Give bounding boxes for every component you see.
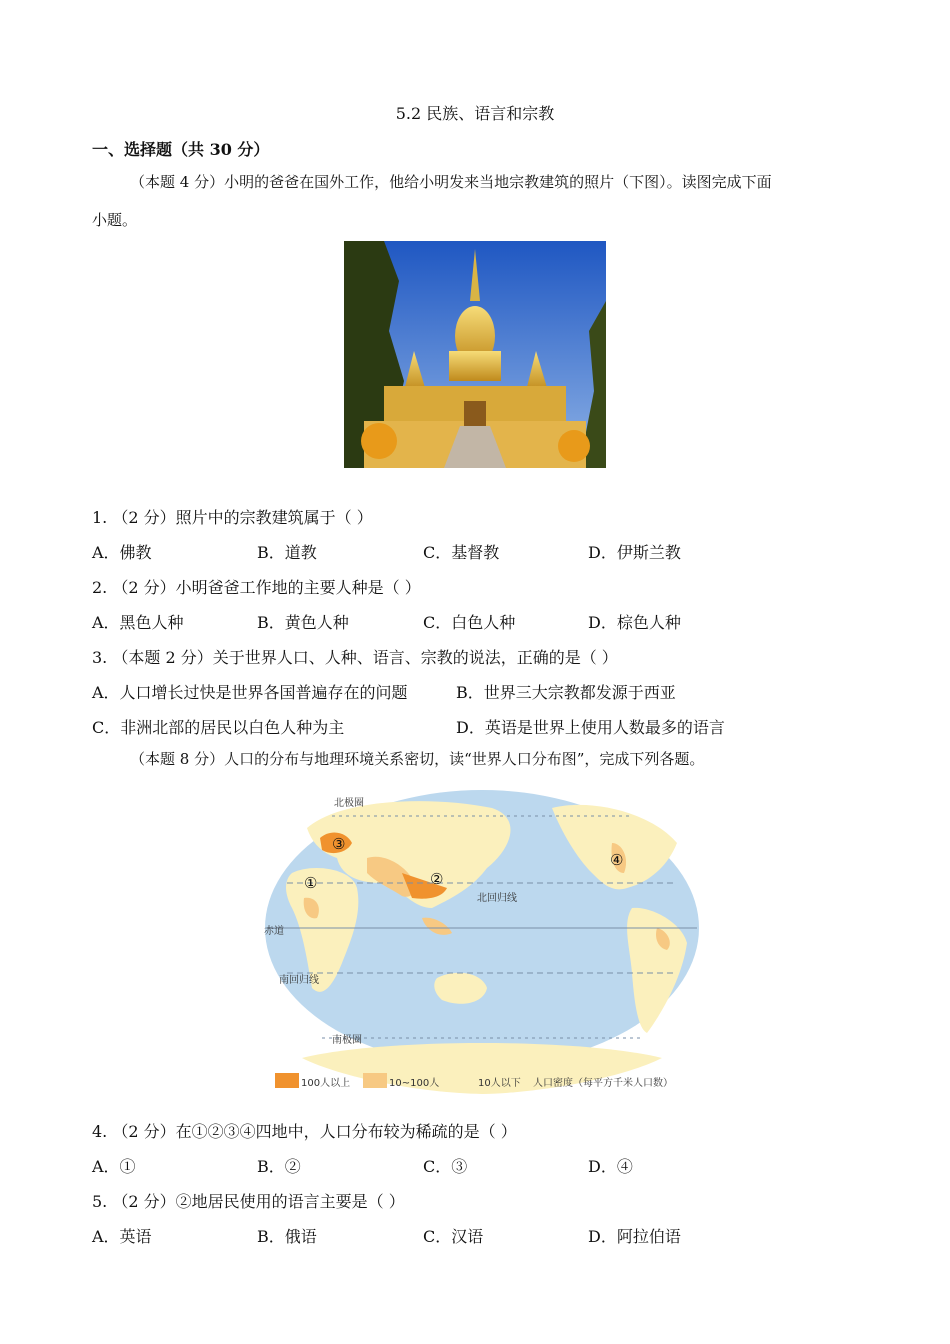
q3-option-d[interactable]: D．英语是世界上使用人数最多的语言 [456, 718, 725, 737]
intro-paragraph-2: （本题 8 分）人口的分布与地理环境关系密切，读“世界人口分布图”，完成下列各题。 [130, 750, 705, 768]
q4-option-d[interactable]: D．④ [588, 1157, 633, 1176]
q5-option-a[interactable]: A．英语 [92, 1227, 152, 1246]
legend-swatch-high [275, 1073, 299, 1088]
legend-title: 人口密度（每平方千米人口数） [533, 1078, 673, 1089]
q5-option-b[interactable]: B．俄语 [257, 1227, 317, 1246]
q1-option-c[interactable]: C．基督教 [423, 543, 500, 562]
temple-photo [344, 241, 606, 468]
legend-label-mid: 10~100人 [389, 1078, 440, 1089]
question-1-stem: 1. （2 分）照片中的宗教建筑属于（ ） [92, 508, 373, 527]
marker-1: ① [304, 874, 318, 892]
label-north-pole: 北极圈 [334, 798, 364, 809]
legend-swatch-low [450, 1073, 474, 1088]
intro-line-2: 小题。 [92, 211, 138, 229]
q4-option-a[interactable]: A．① [92, 1157, 136, 1176]
intro-paragraph-1 [92, 163, 852, 201]
q2-option-b[interactable]: B．黄色人种 [257, 613, 349, 632]
question-3-stem: 3. （本题 2 分）关于世界人口、人种、语言、宗教的说法，正确的是（ ） [92, 648, 618, 667]
map-legend [275, 1073, 715, 1091]
section-heading: 一、选择题（共 30 分） [92, 140, 270, 159]
q1-option-a[interactable]: A．佛教 [92, 543, 152, 562]
marker-4: ④ [610, 851, 624, 869]
q2-option-a[interactable]: A．黑色人种 [92, 613, 184, 632]
q2-option-d[interactable]: D．棕色人种 [588, 613, 681, 632]
label-equator: 赤道 [264, 926, 284, 937]
legend-label-high: 100人以上 [301, 1078, 351, 1089]
question-2-stem: 2. （2 分）小明爸爸工作地的主要人种是（ ） [92, 578, 421, 597]
q1-option-d[interactable]: D．伊斯兰教 [588, 543, 681, 562]
legend-swatch-mid [363, 1073, 387, 1088]
q3-option-b[interactable]: B．世界三大宗教都发源于西亚 [456, 683, 676, 702]
q1-option-b[interactable]: B．道教 [257, 543, 317, 562]
q3-option-a[interactable]: A．人口增长过快是世界各国普遍存在的问题 [92, 683, 408, 702]
page-title: 5.2 民族、语言和宗教 [395, 104, 555, 123]
q5-option-c[interactable]: C．汉语 [423, 1227, 484, 1246]
label-tropic-cancer: 北回归线 [477, 893, 517, 904]
marker-3: ③ [332, 835, 346, 853]
q4-option-c[interactable]: C．③ [423, 1157, 468, 1176]
question-4-stem: 4. （2 分）在①②③④四地中，人口分布较为稀疏的是（ ） [92, 1122, 517, 1141]
world-population-map [262, 788, 702, 1096]
question-5-stem: 5. （2 分）②地居民使用的语言主要是（ ） [92, 1192, 405, 1211]
intro-line-1: （本题 4 分）小明的爸爸在国外工作，他给小明发来当地宗教建筑的照片（下图）。读图完成下面 [130, 173, 772, 191]
q2-option-c[interactable]: C．白色人种 [423, 613, 516, 632]
label-tropic-capricorn: 南回归线 [279, 975, 319, 986]
q5-option-d[interactable]: D．阿拉伯语 [588, 1227, 681, 1246]
q3-option-c[interactable]: C．非洲北部的居民以白色人种为主 [92, 718, 345, 737]
legend-label-low: 10人以下 [478, 1078, 521, 1089]
q4-option-b[interactable]: B．② [257, 1157, 301, 1176]
marker-2: ② [430, 870, 444, 888]
label-south-pole: 南极圈 [332, 1035, 362, 1046]
